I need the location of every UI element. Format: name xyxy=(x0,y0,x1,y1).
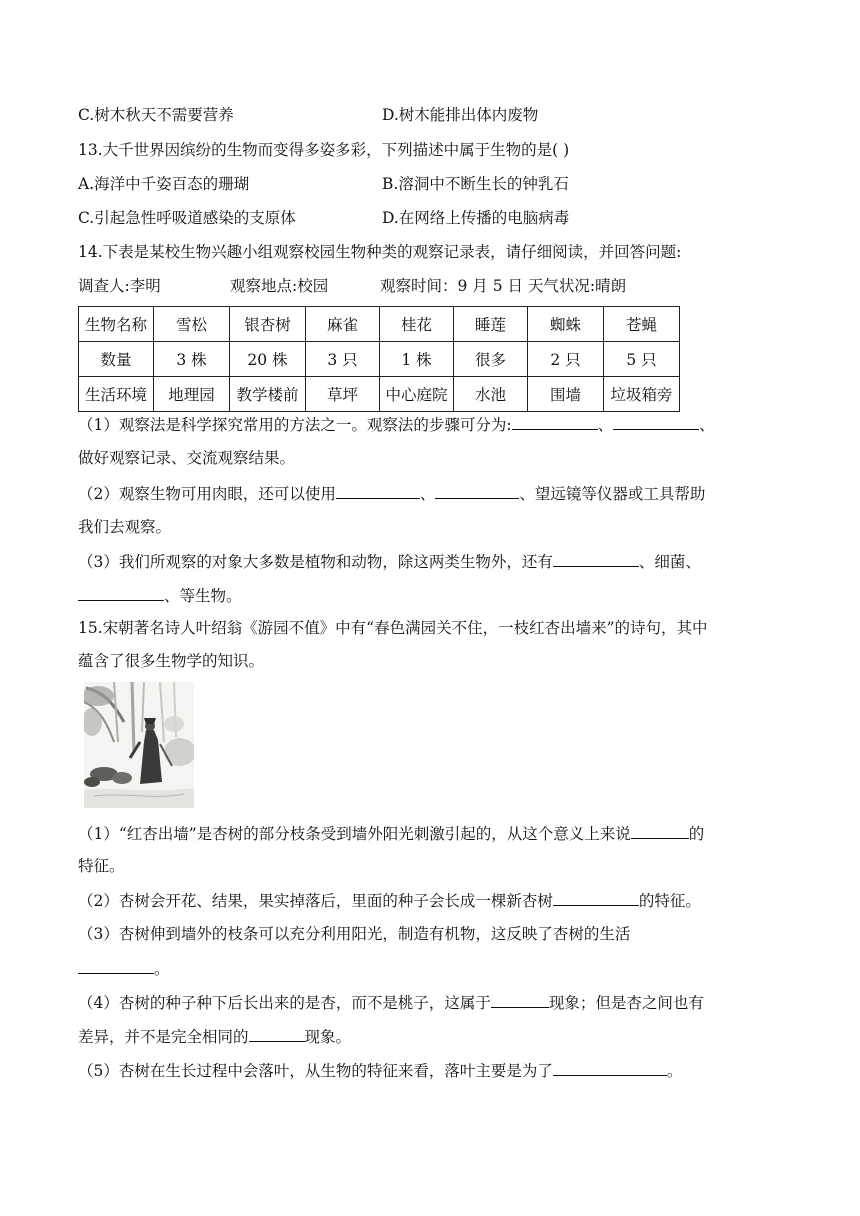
text: 。 xyxy=(154,960,170,978)
q14-sub1-line1 xyxy=(78,413,715,436)
q15-sub2 xyxy=(78,889,701,912)
answer-blank[interactable] xyxy=(435,482,519,499)
table-cell: 桂花 xyxy=(380,307,454,342)
answer-blank[interactable] xyxy=(631,822,689,839)
text: 、细菌、 xyxy=(638,553,701,571)
text: （2）观察生物可用肉眼，还可以使用 xyxy=(78,485,336,503)
text: 、 xyxy=(419,485,436,503)
answer-blank[interactable] xyxy=(78,584,164,601)
q14-sub2-line1 xyxy=(78,482,705,505)
text: 的 xyxy=(688,825,705,843)
text: 、 xyxy=(699,416,715,434)
q15-stem-line2: 蕴含了很多生物学的知识。 xyxy=(78,652,265,670)
q13-option-d: D.在网络上传播的电脑病毒 xyxy=(382,209,570,227)
q14-sub3-line1 xyxy=(78,550,701,573)
q13-option-a: A.海洋中千姿百态的珊瑚 xyxy=(78,175,250,193)
table-cell: 3 株 xyxy=(154,342,230,377)
table-cell: 2 只 xyxy=(528,342,604,377)
answer-blank[interactable] xyxy=(613,413,699,430)
q15-sub3-line2 xyxy=(78,957,170,980)
table-cell: 垃圾箱旁 xyxy=(604,377,680,412)
q15-stem-line1: 15.宋朝著名诗人叶绍翁《游园不值》中有“春色满园关不住，一枝红杏出墙来”的诗句，其中 xyxy=(78,619,708,637)
text: 、等生物。 xyxy=(164,587,242,605)
q14-time: 观察时间：9 月 5 日 天气状况:晴朗 xyxy=(380,277,627,295)
poet-illustration xyxy=(84,682,194,808)
answer-blank[interactable] xyxy=(336,482,420,499)
answer-blank[interactable] xyxy=(553,550,639,567)
q15-sub3-line1: （3）杏树伸到墙外的枝条可以充分利用阳光，制造有机物，这反映了杏树的生活 xyxy=(78,925,631,943)
table-cell: 麻雀 xyxy=(306,307,380,342)
table-row xyxy=(79,307,680,342)
answer-blank[interactable] xyxy=(553,1059,667,1076)
table-cell: 20 株 xyxy=(230,342,306,377)
text: （4）杏树的种子种下后长出来的是杏，而不是桃子，这属于 xyxy=(78,994,491,1012)
q14-place: 观察地点:校园 xyxy=(230,277,329,295)
table-cell: 围墙 xyxy=(528,377,604,412)
text: 差异，并不是完全相同的 xyxy=(78,1028,249,1046)
q12-option-d: D.树木能排出体内废物 xyxy=(382,106,539,124)
answer-blank[interactable] xyxy=(249,1025,305,1042)
text: 、 xyxy=(597,416,614,434)
table-cell: 草坪 xyxy=(306,377,380,412)
text: 、望远镜等仪器或工具帮助 xyxy=(519,485,706,503)
q15-sub1-line1 xyxy=(78,822,704,845)
q15-sub5 xyxy=(78,1059,682,1082)
q12-option-c: C.树木秋天不需要营养 xyxy=(78,106,234,124)
table-cell: 生活环境 xyxy=(79,377,154,412)
q13-option-c: C.引起急性呼吸道感染的支原体 xyxy=(78,209,296,227)
q14-stem: 14.下表是某校生物兴趣小组观察校园生物种类的观察记录表，请仔细阅读，并回答问题: xyxy=(78,243,682,261)
table-row xyxy=(79,377,680,412)
text: （2）杏树会开花、结果，果实掉落后，里面的种子会长成一棵新杏树 xyxy=(78,892,553,910)
text: （5）杏树在生长过程中会落叶，从生物的特征来看，落叶主要是为了 xyxy=(78,1062,553,1080)
text: （3）我们所观察的对象大多数是植物和动物，除这两类生物外，还有 xyxy=(78,553,553,571)
table-cell: 银杏树 xyxy=(230,307,306,342)
q14-sub3-line2 xyxy=(78,584,242,607)
answer-blank[interactable] xyxy=(491,991,549,1008)
q15-sub4-line1 xyxy=(78,991,704,1014)
table-cell: 1 株 xyxy=(380,342,454,377)
q14-sub1-line2: 做好观察记录、交流观察结果。 xyxy=(78,449,296,467)
text: （1）观察法是科学探究常用的方法之一。观察法的步骤可分为: xyxy=(78,416,512,434)
table-cell: 蜘蛛 xyxy=(528,307,604,342)
q15-sub4-line2 xyxy=(78,1025,351,1048)
table-cell: 很多 xyxy=(454,342,528,377)
text: 的特征。 xyxy=(638,892,701,910)
table-cell: 5 只 xyxy=(604,342,680,377)
q15-sub1-line2: 特征。 xyxy=(78,857,125,875)
answer-blank[interactable] xyxy=(512,413,598,430)
table-cell: 生物名称 xyxy=(79,307,154,342)
observation-table xyxy=(78,306,680,412)
text: 现象。 xyxy=(304,1028,352,1046)
text: 现象；但是杏之间也有 xyxy=(548,994,704,1012)
table-cell: 3 只 xyxy=(306,342,380,377)
table-cell: 地理园 xyxy=(154,377,230,412)
q13-option-b: B.溶洞中不断生长的钟乳石 xyxy=(382,175,569,193)
table-cell: 苍蝇 xyxy=(604,307,680,342)
table-cell: 水池 xyxy=(454,377,528,412)
table-row xyxy=(79,342,680,377)
table-cell: 中心庭院 xyxy=(380,377,454,412)
table-cell: 数量 xyxy=(79,342,154,377)
q14-sub2-line2: 我们去观察。 xyxy=(78,518,172,536)
table-cell: 教学楼前 xyxy=(230,377,306,412)
q14-observer: 调查人:李明 xyxy=(78,277,161,295)
table-cell: 睡莲 xyxy=(454,307,528,342)
answer-blank[interactable] xyxy=(553,889,639,906)
q13-stem: 13.大千世界因缤纷的生物而变得多姿多彩，下列描述中属于生物的是( ) xyxy=(78,141,570,159)
answer-blank[interactable] xyxy=(78,957,154,974)
text: 。 xyxy=(666,1062,683,1080)
table-cell: 雪松 xyxy=(154,307,230,342)
text: （1）“红杏出墙”是杏树的部分枝条受到墙外阳光刺激引起的，从这个意义上来说 xyxy=(78,825,631,843)
